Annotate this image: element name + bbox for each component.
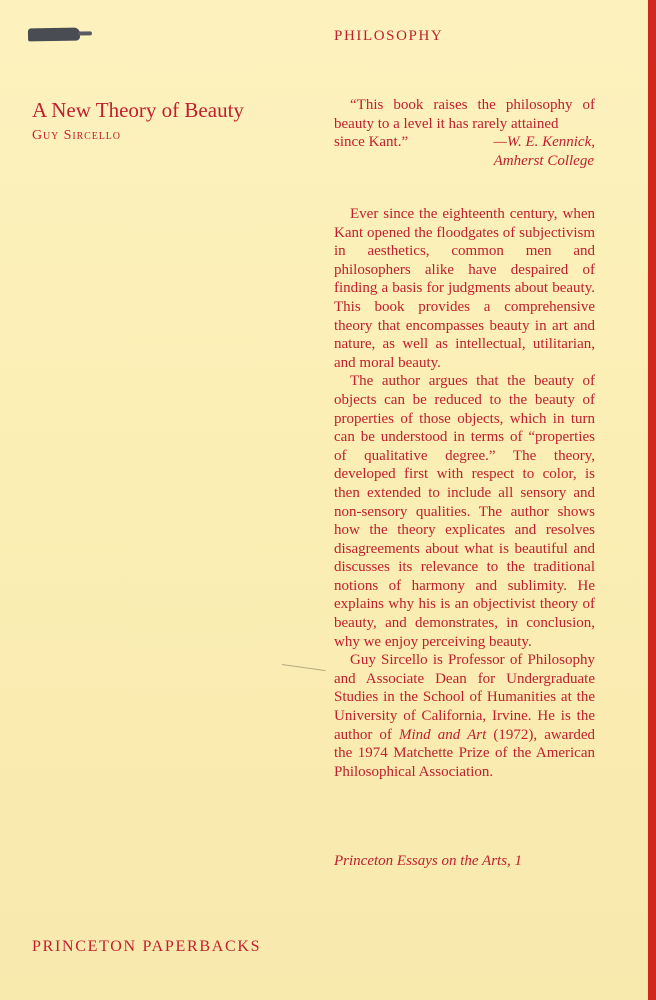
paper-crease	[282, 664, 326, 671]
book-author: Guy Sircello	[32, 128, 121, 143]
red-spine-edge	[648, 0, 656, 1000]
description-paragraph-2: The author argues that the beauty of objects can be reduced to the beauty of properties of those objects, which in turn can be understood in terms of “properties of qualitative degree.” The theory, developed first with respect to color, is then extended to include all sensory and non-sensory qualities. The author shows how the theory explicates and resolves disagreements about what is beautiful and discusses its relevance to the traditional notions of harmony and sublimity. He explains why his is an objectivist theory of beauty, and demonstrates, in conclusion, why we enjoy perceiving beauty.	[334, 373, 595, 650]
author-bio-book-title: Mind and Art	[399, 726, 487, 743]
book-description	[334, 205, 595, 781]
quote-attribution: —W. E. Kennick,	[493, 134, 595, 151]
book-title: A New Theory of Beauty	[32, 98, 244, 122]
review-quote	[334, 96, 595, 170]
tape-mark	[28, 28, 80, 42]
description-paragraph-1: Ever since the eighteenth century, when Kant opened the floodgates of subjectivism in aesthetics, common men and philosophers alike have despaired of finding a basis for judgments about beauty. This book provides a comprehensive theory that encompasses beauty in art and nature, as well as intellectual, utilitarian, and moral beauty.	[334, 206, 595, 371]
quote-text-end: since Kant.”	[334, 134, 409, 151]
category-label: PHILOSOPHY	[334, 28, 444, 44]
quote-attribution-line	[334, 133, 595, 152]
quote-text: “This book raises the philosophy of beauty to a level it has rarely attained	[334, 97, 595, 132]
quote-affiliation: Amherst College	[493, 152, 594, 169]
author-bio-text-end: (1972), awarded the 1974 Matchette Prize of the American Philosophical Association.	[334, 726, 595, 780]
series-note: Princeton Essays on the Arts, 1	[334, 853, 523, 869]
author-bio	[334, 651, 595, 781]
author-bio-text: Guy Sircello is Professor of Philosophy and Associate Dean for Undergraduate Studies in the School of Humanities at the University of California, Irvine. He is the author of	[334, 652, 595, 743]
publisher-series: PRINCETON PAPERBACKS	[32, 938, 262, 955]
